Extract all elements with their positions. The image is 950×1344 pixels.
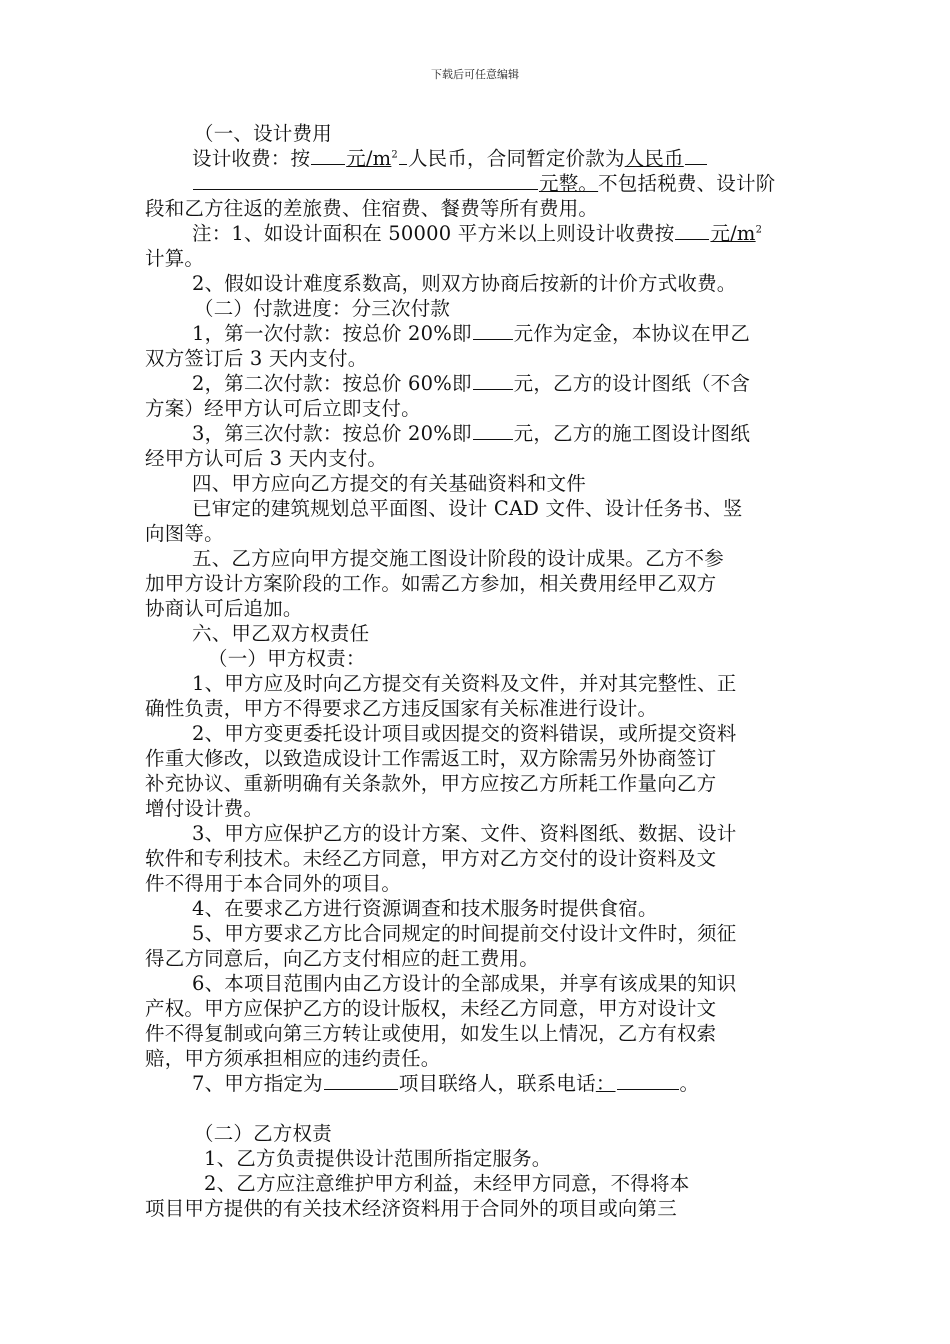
paragraph-line: 得乙方同意后，向乙方支付相应的赶工费用。 [145, 947, 540, 970]
paragraph-line: 5、甲方要求乙方比合同规定的时间提前交付设计文件时，须征 [192, 922, 737, 945]
subsection-heading-party-b: （二）乙方权责 [194, 1122, 332, 1145]
paragraph-line: 2、甲方变更委托设计项目或因提交的资料错误，或所提交资料 [192, 722, 737, 745]
blank-field [324, 1071, 398, 1090]
subsection-heading-party-a: （一）甲方权责： [208, 647, 366, 670]
paragraph-line: 计算。 [145, 247, 205, 270]
blank-field [311, 146, 345, 165]
spacer [145, 1096, 805, 1121]
paragraph-line: 1、乙方负责提供设计范围所指定服务。 [204, 1147, 552, 1170]
section-heading-design-fee: （一、设计费用 [194, 122, 332, 145]
paragraph-line: 产权。甲方应保护乙方的设计版权，未经乙方同意，甲方对设计文 [145, 997, 717, 1020]
paragraph-line: 2、乙方应注意维护甲方利益，未经甲方同意，不得将本 [204, 1172, 690, 1195]
section-heading-payment: （二）付款进度：分三次付款 [194, 297, 451, 320]
blank-field [399, 146, 407, 165]
blank-field [675, 221, 709, 240]
page-header: 下载后可任意编辑 [431, 68, 519, 81]
blank-field [193, 171, 538, 190]
paragraph-line: 项目甲方提供的有关技术经济资料用于合同外的项目或向第三 [145, 1197, 677, 1220]
paragraph-line: 段和乙方往返的差旅费、住宿费、餐费等所有费用。 [145, 197, 599, 220]
blank-field [473, 371, 513, 390]
paragraph-line: 软件和专利技术。未经乙方同意，甲方对乙方交付的设计资料及文 [145, 847, 717, 870]
paragraph-line: 已审定的建筑规划总平面图、设计 CAD 文件、设计任务书、竖 [192, 497, 743, 520]
paragraph-line: 协商认可后追加。 [145, 597, 303, 620]
paragraph-line: 件不得用于本合同外的项目。 [145, 872, 402, 895]
paragraph-line: 确性负责，甲方不得要求乙方违反国家有关标准进行设计。 [145, 697, 658, 720]
paragraph-line: 补充协议、重新明确有关条款外，甲方应按乙方所耗工作量向乙方 [145, 772, 717, 795]
paragraph-line: 方案）经甲方认可后立即支付。 [145, 397, 421, 420]
section-heading-deliverables: 五、乙方应向甲方提交施工图设计阶段的设计成果。乙方不参 [192, 547, 724, 570]
paragraph-line: 1、甲方应及时向乙方提交有关资料及文件，并对其完整性、正 [192, 672, 737, 695]
paragraph-line: 双方签订后 3 天内支付。 [145, 347, 368, 370]
blank-field [473, 321, 513, 340]
paragraph-line: 增付设计费。 [145, 797, 264, 820]
paragraph-line: 3、甲方应保护乙方的设计方案、文件、资料图纸、数据、设计 [192, 822, 737, 845]
paragraph-line: 向图等。 [145, 522, 224, 545]
paragraph-line: 加甲方设计方案阶段的工作。如需乙方参加，相关费用经甲乙双方 [145, 572, 717, 595]
paragraph-line: 件不得复制或向第三方转让或使用，如发生以上情况，乙方有权索 [145, 1022, 717, 1045]
paragraph-line: 6、本项目范围内由乙方设计的全部成果，并享有该成果的知识 [192, 972, 737, 995]
paragraph-line: 2、假如设计难度系数高，则双方协商后按新的计价方式收费。 [192, 272, 737, 295]
paragraph-line: 注：1、如设计面积在 50000 平方米以上则设计收费按 元$/m^2$ [192, 222, 763, 245]
contract-body [145, 121, 805, 1221]
section-heading-responsibilities: 六、甲乙双方权责任 [192, 622, 370, 645]
paragraph-line: 赔，甲方须承担相应的违约责任。 [145, 1047, 441, 1070]
section-heading-basic-materials: 四、甲方应向乙方提交的有关基础资料和文件 [192, 472, 587, 495]
blank-field [685, 146, 707, 165]
paragraph-line: 经甲方认可后 3 天内支付。 [145, 447, 388, 470]
paragraph-line: 4、在要求乙方进行资源调查和技术服务时提供食宿。 [192, 897, 658, 920]
paragraph-line: 7、甲方指定为 项目联络人，联系电话： 。 [192, 1072, 700, 1095]
blank-field [617, 1071, 679, 1090]
paragraph-line: 1，第一次付款：按总价 20%即 元作为定金，本协议在甲乙 [192, 322, 751, 345]
paragraph-line: 3，第三次付款：按总价 20%即 元，乙方的施工图设计图纸 [192, 422, 751, 445]
blank-field [473, 421, 513, 440]
paragraph-line: 设计收费：按 元$/m^2$ 人民币，合同暂定价款为人民币 [145, 146, 805, 171]
paragraph-line: 2，第二次付款：按总价 60%即 元，乙方的设计图纸（不含 [192, 372, 751, 395]
paragraph-line: 作重大修改，以致造成设计工作需返工时，双方除需另外协商签订 [145, 747, 717, 770]
paragraph-line: 元整。不包括税费、设计阶 [145, 171, 805, 196]
